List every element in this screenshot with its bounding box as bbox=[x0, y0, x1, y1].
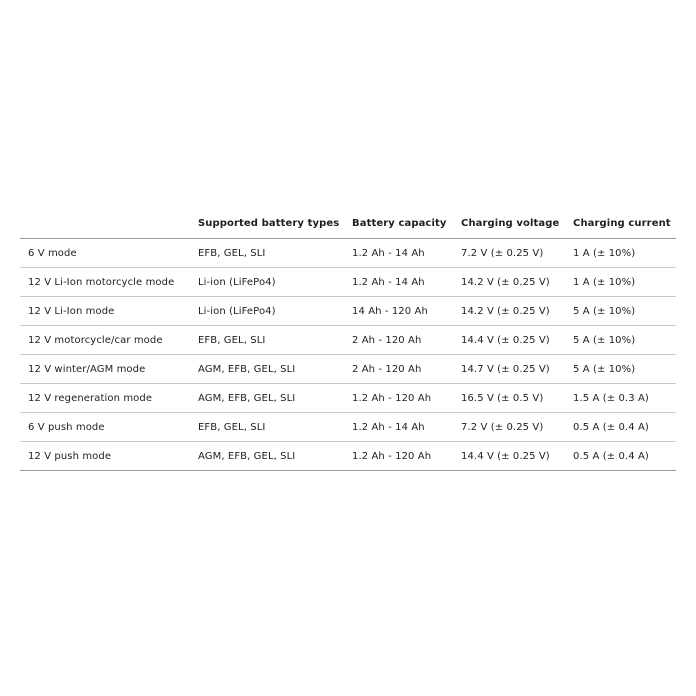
charging-modes-table-container bbox=[20, 208, 676, 471]
cell-battery-capacity: 14 Ah - 120 Ah bbox=[344, 297, 453, 326]
cell-mode: 12 V Li-Ion mode bbox=[20, 297, 190, 326]
header-mode bbox=[20, 208, 190, 239]
cell-charging-voltage: 14.4 V (± 0.25 V) bbox=[453, 326, 565, 355]
cell-battery-capacity: 1.2 Ah - 14 Ah bbox=[344, 268, 453, 297]
cell-charging-voltage: 7.2 V (± 0.25 V) bbox=[453, 239, 565, 268]
cell-mode: 6 V push mode bbox=[20, 413, 190, 442]
cell-battery-types: Li-ion (LiFePo4) bbox=[190, 297, 344, 326]
table-row bbox=[20, 384, 676, 413]
cell-charging-voltage: 14.4 V (± 0.25 V) bbox=[453, 442, 565, 471]
cell-mode: 12 V motorcycle/car mode bbox=[20, 326, 190, 355]
cell-battery-types: EFB, GEL, SLI bbox=[190, 326, 344, 355]
cell-charging-current: 5 A (± 10%) bbox=[565, 297, 676, 326]
cell-mode: 6 V mode bbox=[20, 239, 190, 268]
cell-charging-current: 5 A (± 10%) bbox=[565, 326, 676, 355]
cell-charging-current: 1 A (± 10%) bbox=[565, 268, 676, 297]
cell-mode: 12 V regeneration mode bbox=[20, 384, 190, 413]
table-row bbox=[20, 297, 676, 326]
header-battery-types: Supported battery types bbox=[190, 208, 344, 239]
cell-mode: 12 V Li-Ion motorcycle mode bbox=[20, 268, 190, 297]
table-row bbox=[20, 413, 676, 442]
cell-battery-capacity: 2 Ah - 120 Ah bbox=[344, 355, 453, 384]
cell-charging-voltage: 7.2 V (± 0.25 V) bbox=[453, 413, 565, 442]
table-row bbox=[20, 442, 676, 471]
cell-battery-types: EFB, GEL, SLI bbox=[190, 239, 344, 268]
cell-charging-current: 1.5 A (± 0.3 A) bbox=[565, 384, 676, 413]
charging-modes-table bbox=[20, 208, 676, 471]
cell-battery-types: AGM, EFB, GEL, SLI bbox=[190, 384, 344, 413]
cell-battery-capacity: 1.2 Ah - 120 Ah bbox=[344, 442, 453, 471]
cell-charging-voltage: 14.2 V (± 0.25 V) bbox=[453, 297, 565, 326]
table-header-row bbox=[20, 208, 676, 239]
cell-charging-current: 5 A (± 10%) bbox=[565, 355, 676, 384]
cell-charging-voltage: 16.5 V (± 0.5 V) bbox=[453, 384, 565, 413]
header-charging-voltage: Charging voltage bbox=[453, 208, 565, 239]
table-row bbox=[20, 268, 676, 297]
cell-battery-types: AGM, EFB, GEL, SLI bbox=[190, 442, 344, 471]
cell-battery-types: Li-ion (LiFePo4) bbox=[190, 268, 344, 297]
cell-mode: 12 V winter/AGM mode bbox=[20, 355, 190, 384]
cell-battery-capacity: 2 Ah - 120 Ah bbox=[344, 326, 453, 355]
cell-charging-voltage: 14.7 V (± 0.25 V) bbox=[453, 355, 565, 384]
table-row bbox=[20, 239, 676, 268]
cell-battery-types: AGM, EFB, GEL, SLI bbox=[190, 355, 344, 384]
table-row bbox=[20, 326, 676, 355]
cell-battery-capacity: 1.2 Ah - 14 Ah bbox=[344, 239, 453, 268]
cell-charging-current: 0.5 A (± 0.4 A) bbox=[565, 413, 676, 442]
cell-charging-voltage: 14.2 V (± 0.25 V) bbox=[453, 268, 565, 297]
header-battery-capacity: Battery capacity bbox=[344, 208, 453, 239]
cell-charging-current: 1 A (± 10%) bbox=[565, 239, 676, 268]
table-row bbox=[20, 355, 676, 384]
cell-battery-types: EFB, GEL, SLI bbox=[190, 413, 344, 442]
header-charging-current: Charging current bbox=[565, 208, 676, 239]
cell-mode: 12 V push mode bbox=[20, 442, 190, 471]
cell-battery-capacity: 1.2 Ah - 120 Ah bbox=[344, 384, 453, 413]
cell-charging-current: 0.5 A (± 0.4 A) bbox=[565, 442, 676, 471]
cell-battery-capacity: 1.2 Ah - 14 Ah bbox=[344, 413, 453, 442]
